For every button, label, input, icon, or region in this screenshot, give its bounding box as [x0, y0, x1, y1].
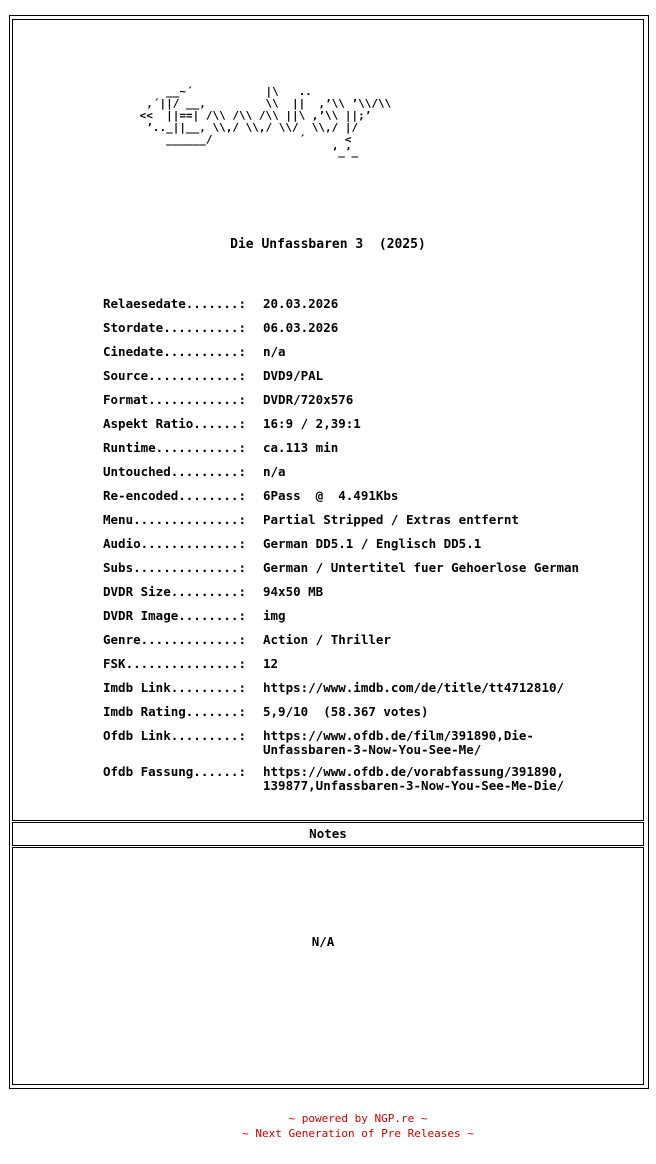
info-row [103, 609, 286, 623]
info-row [103, 633, 391, 647]
info-key: Cinedate..........: [103, 344, 246, 359]
info-key: Subs..............: [103, 560, 246, 575]
info-value: 16:9 / 2,39:1 [263, 416, 361, 431]
info-row [103, 657, 278, 671]
info-value: 20.03.2026 [263, 296, 339, 311]
info-value: DVDR/720x576 [263, 392, 354, 407]
info-key: Audio.............: [103, 536, 246, 551]
info-value: 94x50 MB [263, 584, 324, 599]
info-key: DVDR Size.........: [103, 584, 246, 599]
info-row [103, 765, 564, 793]
info-row [103, 729, 534, 757]
info-value: 12 [263, 656, 279, 671]
info-value: img [263, 608, 286, 623]
info-value: Action / Thriller [263, 632, 391, 647]
release-title: Die Unfassbaren 3 (2025) [230, 237, 426, 252]
info-key: Format............: [103, 392, 246, 407]
info-row [103, 417, 361, 431]
info-value: DVD9/PAL [263, 368, 324, 383]
info-key: Source............: [103, 368, 246, 383]
notes-body-panel [12, 847, 644, 1085]
info-row [103, 441, 338, 455]
notes-title: Notes [309, 826, 347, 841]
info-row [103, 393, 353, 407]
info-value: German / Untertitel fuer Gehoerlose German [263, 560, 580, 575]
info-row [103, 465, 286, 479]
ofdb-link[interactable]: https://www.ofdb.de/film/391890,Die- Unfassbaren-3-Now-You-See-Me/ [263, 728, 534, 757]
info-key: Genre.............: [103, 632, 246, 647]
info-value: n/a [263, 344, 286, 359]
info-key: Ofdb Fassung......: [103, 764, 246, 779]
info-key: Menu..............: [103, 512, 246, 527]
info-row [103, 561, 579, 575]
info-key: Ofdb Link.........: [103, 728, 246, 743]
info-row [103, 297, 338, 311]
info-row [103, 681, 564, 695]
info-key: Runtime...........: [103, 440, 246, 455]
info-row [103, 345, 286, 359]
info-row [103, 369, 323, 383]
info-row [103, 513, 519, 527]
info-key: Relaesedate.......: [103, 296, 246, 311]
imdb-link[interactable]: https://www.imdb.com/de/title/tt4712810/ [263, 680, 565, 695]
info-key: Imdb Link.........: [103, 680, 246, 695]
info-row [103, 537, 481, 551]
info-row [103, 705, 429, 719]
info-row [103, 321, 338, 335]
info-key: Aspekt Ratio......: [103, 416, 246, 431]
ofdb-fassung-link[interactable]: https://www.ofdb.de/vorabfassung/391890, 139877,Unfassbaren-3-Now-You-See-Me-Die/ [263, 764, 565, 793]
info-key: Stordate..........: [103, 320, 246, 335]
info-row [103, 585, 323, 599]
info-key: DVDR Image........: [103, 608, 246, 623]
info-value: ca.113 min [263, 440, 339, 455]
info-key: Imdb Rating.......: [103, 704, 246, 719]
info-value: German DD5.1 / Englisch DD5.1 [263, 536, 482, 551]
info-key: Untouched.........: [103, 464, 246, 479]
notes-text: N/A [311, 934, 335, 949]
info-value: Partial Stripped / Extras entfernt [263, 512, 519, 527]
footer-tagline: ~ Next Generation of Pre Releases ~ [242, 1127, 474, 1140]
group-ascii-logo: __~´ |\ .. ,´||/ __, \\ || ,’\\ ’\\/\\ << ||==| /\\ /\\ /\\ ||\ ,’\\ ||;’ ’.._||__, \\,/ \\,/ \\/ \\,/ |/ ______/ ´ < ‘_’_ [139, 85, 392, 158]
footer-powered-by: ~ powered by NGP.re ~ [288, 1112, 428, 1125]
info-value: 5,9/10 (58.367 votes) [263, 704, 429, 719]
info-row [103, 489, 398, 503]
info-value: 6Pass @ 4.491Kbs [263, 488, 399, 503]
info-value: 06.03.2026 [263, 320, 339, 335]
info-value: n/a [263, 464, 286, 479]
info-key: FSK...............: [103, 656, 246, 671]
info-key: Re-encoded........: [103, 488, 246, 503]
